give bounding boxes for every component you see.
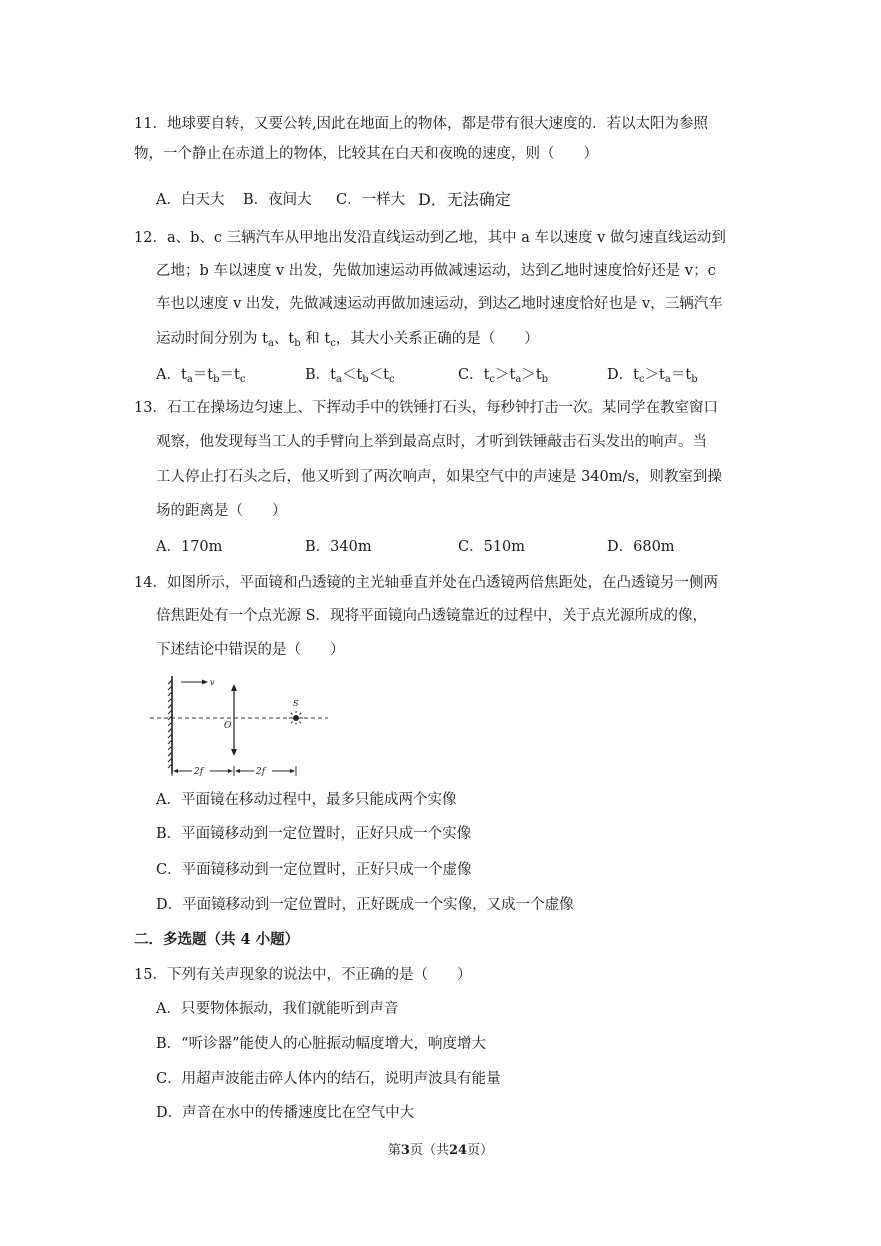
velocity-label: v xyxy=(210,678,215,687)
q12-line-3: 车也以速度 v 出发，先做减速运动再做加速运动，到达乙地时速度恰好也是 v，三辆汽车 xyxy=(156,296,723,312)
distance-label-left: 2f xyxy=(194,767,204,777)
q14-option-b: B．平面镜移动到一定位置时，正好只成一个实像 xyxy=(156,826,472,842)
q14-line-1: 14．如图所示，平面镜和凸透镜的主光轴垂直并处在凸透镜两倍焦距处，在凸透镜另一侧两 xyxy=(134,575,718,591)
q11-option-d: D．无法确定 xyxy=(418,190,511,209)
q11-option-b: B．夜间大 xyxy=(243,192,312,208)
q14-option-a: A．平面镜在移动过程中，最多只能成两个实像 xyxy=(156,792,457,808)
q14-option-d: D．平面镜移动到一定位置时，正好既成一个实像，又成一个虚像 xyxy=(156,897,574,913)
q13-line-4: 场的距离是（ ） xyxy=(156,503,287,519)
q15-option-c: C．用超声波能击碎人体内的结石，说明声波具有能量 xyxy=(156,1071,501,1087)
velocity-arrow xyxy=(181,680,208,685)
q13-line-3: 工人停止打石头之后，他又听到了两次响声，如果空气中的声速是 340m/s，则教室到操 xyxy=(156,469,722,485)
q12-line-4: 运动时间分别为 $t_a$、$t_b$ 和 $t_c$，其大小关系正确的是（ ） xyxy=(156,331,539,349)
q12-option-a: A．$t_a=t_b=t_c$ xyxy=(156,367,246,385)
q13-option-a: A．170m xyxy=(156,539,223,555)
q13-line-1: 13．石工在操场边匀速上、下挥动手中的铁锤打石头，每秒钟打击一次。某同学在教室窗口 xyxy=(134,400,718,416)
q15-option-a: A．只要物体振动，我们就能听到声音 xyxy=(156,1001,399,1017)
q13-option-d: D．680m xyxy=(607,539,675,555)
mirror-lens-diagram xyxy=(148,672,333,784)
q12-line-1: 12．a、b、c 三辆汽车从甲地出发沿直线运动到乙地，其中 a 车以速度 v 做匀速直线运动到 xyxy=(134,230,726,246)
q12-option-d: D．$t_c>t_a=t_b$ xyxy=(607,367,698,385)
q13-line-2: 观察，他发现每当工人的手臂向上举到最高点时，才听到铁锤敲击石头发出的响声。当 xyxy=(156,434,707,450)
q11-line-2: 物，一个静止在赤道上的物体，比较其在白天和夜晚的速度，则（ ） xyxy=(134,146,598,162)
q12-line-2: 乙地；b 车以速度 v 出发，先做加速运动再做减速运动，达到乙地时速度恰好还是 v；c xyxy=(156,263,716,279)
lens-center-label: O xyxy=(224,721,232,731)
q13-option-b: B．340m xyxy=(305,539,372,555)
convex-lens xyxy=(231,684,237,756)
distance-marker xyxy=(172,766,296,776)
page-footer: 第3页（共24页） xyxy=(387,1143,494,1158)
q14-line-3: 下述结论中错误的是（ ） xyxy=(156,642,345,658)
q14-option-c: C．平面镜移动到一定位置时，正好只成一个虚像 xyxy=(156,862,472,878)
q12-option-c: C．$t_c>t_a>t_b$ xyxy=(458,367,549,385)
q14-line-2: 倍焦距处有一个点光源 S．现将平面镜向凸透镜靠近的过程中，关于点光源所成的像， xyxy=(156,608,708,624)
q11-option-c: C．一样大 xyxy=(336,192,406,208)
distance-label-right: 2f xyxy=(256,767,266,777)
section-heading: 二．多选题（共 4 小题） xyxy=(134,931,300,948)
q11-line-1: 11．地球要自转，又要公转,因此在地面上的物体，都是带有很大速度的．若以太阳为参照 xyxy=(134,116,709,132)
q11-option-a: A．白天大 xyxy=(156,192,225,208)
q13-option-c: C．510m xyxy=(458,539,526,555)
point-source-label: S xyxy=(293,699,299,708)
q12-option-b: B．$t_a<t_b<t_c$ xyxy=(305,367,395,385)
q15-option-b: B．“听诊器”能使人的心脏振动幅度增大，响度增大 xyxy=(156,1036,486,1052)
q15-line-1: 15．下列有关声现象的说法中，不正确的是（ ） xyxy=(134,967,472,983)
q15-option-d: D．声音在水中的传播速度比在空气中大 xyxy=(156,1105,415,1121)
